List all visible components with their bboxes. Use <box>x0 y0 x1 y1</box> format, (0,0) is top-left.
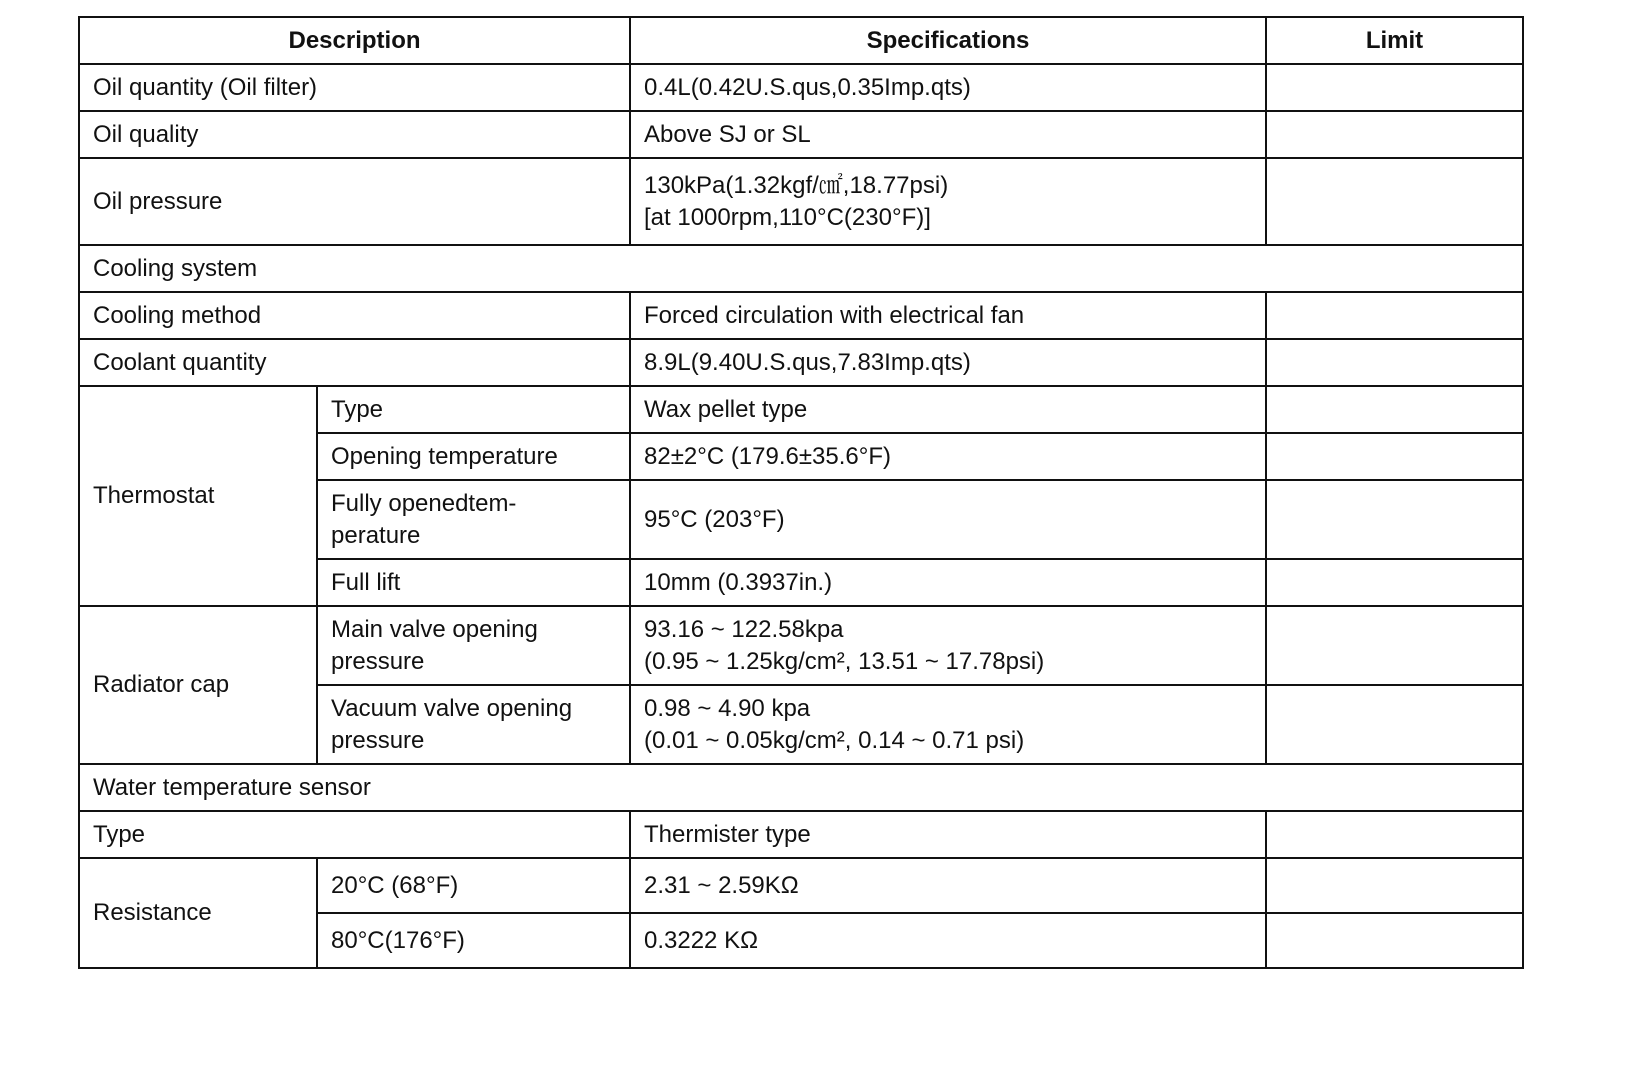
row-spec: Above SJ or SL <box>630 111 1266 158</box>
spec-line: (0.01 ~ 0.05kg/cm², 0.14 ~ 0.71 psi) <box>644 726 1025 754</box>
table-row-radiator-main-valve <box>79 606 1523 685</box>
section-title: Cooling system <box>79 245 1523 292</box>
row-sublabel: 20°C (68°F) <box>317 858 630 913</box>
row-sublabel <box>317 480 630 559</box>
group-label-thermostat: Thermostat <box>79 386 317 606</box>
section-row-water-temperature-sensor <box>79 764 1523 811</box>
row-label: Type <box>79 811 630 858</box>
spec-line: [at 1000rpm,110°C(230°F)] <box>644 203 931 231</box>
row-limit <box>1266 433 1523 480</box>
section-title: Water temperature sensor <box>79 764 1523 811</box>
row-spec <box>630 685 1266 764</box>
row-spec: 8.9L(9.40U.S.qus,7.83Imp.qts) <box>630 339 1266 386</box>
row-spec: 0.4L(0.42U.S.qus,0.35Imp.qts) <box>630 64 1266 111</box>
header-description: Description <box>79 17 630 64</box>
row-spec <box>630 606 1266 685</box>
row-label: Cooling method <box>79 292 630 339</box>
row-label: Oil quality <box>79 111 630 158</box>
header-row <box>79 17 1523 64</box>
row-sublabel: Type <box>317 386 630 433</box>
group-label-resistance: Resistance <box>79 858 317 968</box>
row-sublabel <box>317 606 630 685</box>
sublabel-line: perature <box>331 521 421 549</box>
row-sublabel: 80°C(176°F) <box>317 913 630 968</box>
row-spec: 0.3222 KΩ <box>630 913 1266 968</box>
row-limit <box>1266 913 1523 968</box>
row-sublabel: Opening temperature <box>317 433 630 480</box>
row-spec: 82±2°C (179.6±35.6°F) <box>630 433 1266 480</box>
header-limit: Limit <box>1266 17 1523 64</box>
row-limit <box>1266 858 1523 913</box>
row-spec: Thermister type <box>630 811 1266 858</box>
row-limit <box>1266 811 1523 858</box>
sublabel-line: Vacuum valve opening <box>331 694 573 722</box>
table-row-oil-pressure <box>79 158 1523 245</box>
row-limit <box>1266 158 1523 245</box>
spec-line: 93.16 ~ 122.58kpa <box>644 615 844 643</box>
row-label: Oil quantity (Oil filter) <box>79 64 630 111</box>
specification-table <box>78 16 1524 969</box>
section-row-cooling-system <box>79 245 1523 292</box>
row-spec: 10mm (0.3937in.) <box>630 559 1266 606</box>
row-limit <box>1266 292 1523 339</box>
table-row-thermostat-type <box>79 386 1523 433</box>
table-row-oil-quantity <box>79 64 1523 111</box>
spec-line: 130kPa(1.32kgf/㎠,18.77psi) <box>644 171 949 199</box>
row-limit <box>1266 64 1523 111</box>
row-sublabel: Full lift <box>317 559 630 606</box>
row-label: Coolant quantity <box>79 339 630 386</box>
group-label-radiator-cap: Radiator cap <box>79 606 317 764</box>
sublabel-line: Main valve opening <box>331 615 538 643</box>
table-row-sensor-type <box>79 811 1523 858</box>
spec-line: (0.95 ~ 1.25kg/cm², 13.51 ~ 17.78psi) <box>644 647 1045 675</box>
table-row-cooling-method <box>79 292 1523 339</box>
row-limit <box>1266 606 1523 685</box>
table-row-resistance-20c <box>79 858 1523 913</box>
row-limit <box>1266 559 1523 606</box>
row-spec <box>630 158 1266 245</box>
row-label: Oil pressure <box>79 158 630 245</box>
row-spec: Forced circulation with electrical fan <box>630 292 1266 339</box>
row-limit <box>1266 386 1523 433</box>
spec-line: 0.98 ~ 4.90 kpa <box>644 694 811 722</box>
row-sublabel <box>317 685 630 764</box>
row-spec: Wax pellet type <box>630 386 1266 433</box>
table-row-oil-quality <box>79 111 1523 158</box>
sublabel-line: pressure <box>331 726 425 754</box>
row-limit <box>1266 339 1523 386</box>
sublabel-line: Fully openedtem- <box>331 489 517 517</box>
sublabel-line: pressure <box>331 647 425 675</box>
row-spec: 2.31 ~ 2.59KΩ <box>630 858 1266 913</box>
row-spec: 95°C (203°F) <box>630 480 1266 559</box>
row-limit <box>1266 480 1523 559</box>
table-row-coolant-quantity <box>79 339 1523 386</box>
header-specifications: Specifications <box>630 17 1266 64</box>
row-limit <box>1266 111 1523 158</box>
row-limit <box>1266 685 1523 764</box>
